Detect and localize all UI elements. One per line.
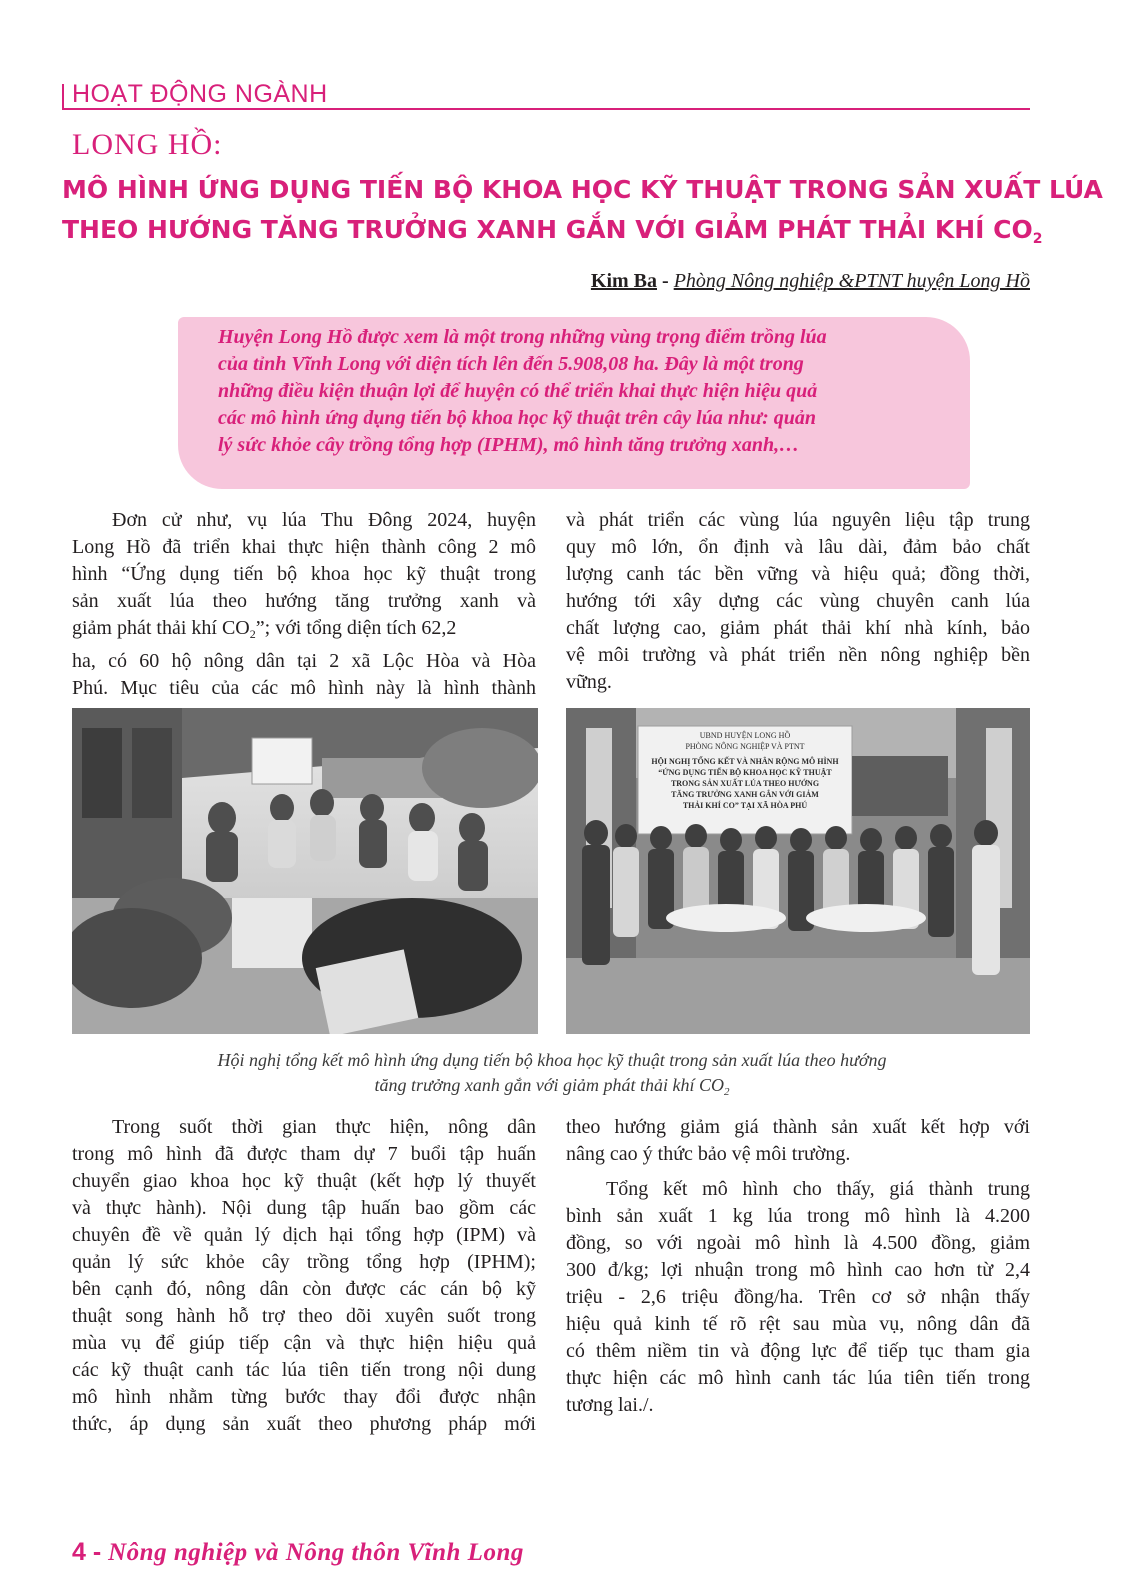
byline-org: Phòng Nông nghiệp &PTNT huyện Long Hồ xyxy=(673,270,1030,292)
sapo-line: những điều kiện thuận lợi để huyện có thể triển khai thực hiện hiệu quả xyxy=(218,380,818,402)
body-line: mô hình nhằm từng bước thay đổi được nhận xyxy=(72,1386,536,1408)
footer-separator: - xyxy=(85,1538,109,1566)
banner-line xyxy=(640,800,850,811)
headline-subscript: 2 xyxy=(1032,231,1043,247)
body-line: Phú. Mục tiêu của các mô hình này là hình thành xyxy=(72,677,536,699)
body-line: chuyển giao khoa học kỹ thuật (kết hợp lý thuyết xyxy=(72,1170,536,1192)
body-line: tương lai./. xyxy=(566,1394,654,1416)
sapo-line: lý sức khỏe cây trồng tổng hợp (IPHM), mô hình tăng trưởng xanh,… xyxy=(218,434,800,456)
body-line: Long Hồ đã triển khai thực hiện thành công 2 mô xyxy=(72,536,536,558)
caption-line-2-text: tăng trưởng xanh gắn với giảm phát thải khí CO xyxy=(374,1075,724,1095)
photo-training-illustration xyxy=(72,708,538,1034)
body-line: chuyên đề về quản lý dịch hại tổng hợp (IPM) và xyxy=(72,1224,536,1246)
body-line xyxy=(72,615,536,648)
body-line: hướng tới xây dựng các vùng chuyên canh lúa xyxy=(566,590,1030,612)
banner-text xyxy=(640,730,850,811)
section-rule xyxy=(62,108,1030,110)
photo-group-conference xyxy=(566,708,1030,1034)
body-line: lượng canh tác bền vững và hiệu quả; đồng thời, xyxy=(566,563,1030,585)
headline-line-2 xyxy=(62,210,1042,259)
headline-line-2-text: THEO HƯỚNG TĂNG TRƯỞNG XANH GẮN VỚI GIẢM PHÁT THẢI KHÍ CO xyxy=(62,215,1033,244)
photo-training-session xyxy=(72,708,538,1034)
byline-separator: - xyxy=(657,270,674,292)
body-line: và phát triển các vùng lúa nguyên liệu tập trung xyxy=(566,509,1030,531)
body-line: trong mô hình đã được tham dự 7 buổi tập huấn xyxy=(72,1143,536,1165)
body-line: Đơn cử như, vụ lúa Thu Đông 2024, huyện xyxy=(112,509,536,531)
body-line: theo hướng giảm giá thành sản xuất kết hợp với xyxy=(566,1116,1030,1138)
body-line: Trong suốt thời gian thực hiện, nông dân xyxy=(112,1116,536,1138)
byline xyxy=(591,270,1030,293)
body-line-part: giảm phát thải khí CO xyxy=(72,617,250,639)
banner-line: “ỨNG DỤNG TIẾN BỘ KHOA HỌC KỸ THUẬT xyxy=(658,768,832,777)
section-label: HOẠT ĐỘNG NGÀNH xyxy=(72,80,328,108)
body-column-top-left xyxy=(72,507,536,702)
sapo-text xyxy=(218,324,942,459)
banner-line-part: ” TẠI XÃ HÒA PHÚ xyxy=(734,801,808,810)
body-line: thuật song hành hỗ trợ theo dõi xuyên suốt trong xyxy=(72,1305,536,1327)
body-line: thức, áp dụng sản xuất theo phương pháp mới xyxy=(72,1413,536,1435)
body-line: bình sản xuất 1 kg lúa trong mô hình là 4.200 xyxy=(566,1205,1030,1227)
body-column-top-right xyxy=(566,507,1030,696)
body-line: ha, có 60 hộ nông dân tại 2 xã Lộc Hòa và Hòa xyxy=(72,650,536,672)
banner-line: UBND HUYỆN LONG HỒ xyxy=(699,731,791,740)
article-kicker: LONG HỒ: xyxy=(72,128,223,161)
sapo-line: các mô hình ứng dụng tiến bộ khoa học kỹ thuật trên cây lúa như: quản xyxy=(218,407,816,429)
body-line-part: ”; với tổng diện tích 62,2 xyxy=(255,617,457,639)
body-line: thực hiện các mô hình canh tác lúa tiên tiến trong xyxy=(566,1367,1030,1389)
section-tick xyxy=(62,84,64,110)
body-line: nâng cao ý thức bảo vệ môi trường. xyxy=(566,1143,851,1165)
page-footer xyxy=(72,1538,524,1567)
body-line: quản lý sức khỏe cây trồng tổng hợp (IPHM); xyxy=(72,1251,536,1273)
banner-line-part: THẢI KHÍ CO xyxy=(682,801,735,810)
page-number: 4 xyxy=(72,1538,86,1566)
sapo-line: của tỉnh Vĩnh Long với diện tích lên đến 5.908,08 ha. Đây là một trong xyxy=(218,353,804,375)
caption-line-2 xyxy=(62,1073,1042,1105)
byline-author: Kim Ba xyxy=(590,270,658,292)
body-line: các kỹ thuật canh tác lúa tiên tiến trong nội dung xyxy=(72,1359,536,1381)
body-line: 300 đ/kg; lợi nhuận trong mô hình cao hơn từ 2,4 xyxy=(566,1259,1030,1281)
banner-line: HỘI NGHỊ TỔNG KẾT VÀ NHÂN RỘNG MÔ HÌNH xyxy=(651,757,839,766)
magazine-name: Nông nghiệp và Nông thôn Vĩnh Long xyxy=(108,1539,524,1566)
body-line: mùa vụ để giúp tiếp cận và thực hiện hiệu quả xyxy=(72,1332,536,1354)
body-line: và thực hành). Nội dung tập huấn bao gồm các xyxy=(72,1197,536,1219)
body-line: đồng, so với ngoài mô hình là 4.500 đồng, giảm xyxy=(566,1232,1030,1254)
body-line: hình “Ứng dụng tiến bộ khoa học kỹ thuật trong xyxy=(72,563,536,585)
caption-line-1: Hội nghị tổng kết mô hình ứng dụng tiến bộ khoa học kỹ thuật trong sản xuất lúa theo hướng xyxy=(217,1050,887,1070)
body-column-bottom-right xyxy=(566,1114,1030,1419)
caption-subscript: 2 xyxy=(724,1086,730,1098)
headline-line-1: MÔ HÌNH ỨNG DỤNG TIẾN BỘ KHOA HỌC KỸ THUẬT TRONG SẢN XUẤT LÚA xyxy=(62,175,1103,204)
body-line: Tổng kết mô hình cho thấy, giá thành trung xyxy=(606,1178,1030,1200)
body-line: quy mô lớn, ổn định và lâu dài, đảm bảo chất xyxy=(566,536,1030,558)
photo-caption xyxy=(62,1048,1042,1105)
body-line: vệ môi trường và phát triển nền nông nghiệp bền xyxy=(566,644,1030,666)
body-line: có thêm niềm tin và động lực để tiếp tục tham gia xyxy=(566,1340,1030,1362)
body-line: vững. xyxy=(566,671,612,693)
body-subscript: 2 xyxy=(249,627,256,641)
body-column-bottom-left xyxy=(72,1114,536,1438)
banner-line: PHÒNG NÔNG NGHIỆP VÀ PTNT xyxy=(685,742,805,751)
body-line: triệu - 2,6 triệu đồng/ha. Trên cơ sở nhận thấy xyxy=(566,1286,1030,1308)
body-line: hiệu quả kinh tế rõ rệt sau mùa vụ, nông dân đã xyxy=(566,1313,1030,1335)
body-line: bên cạnh đó, nông dân còn được các cán bộ kỹ xyxy=(72,1278,536,1300)
banner-line: TĂNG TRƯỞNG XANH GẮN VỚI GIẢM xyxy=(671,790,819,799)
body-line: sản xuất lúa theo hướng tăng trưởng xanh và xyxy=(72,590,536,612)
banner-line: TRONG SẢN XUẤT LÚA THEO HƯỚNG xyxy=(670,779,820,788)
sapo-line: Huyện Long Hồ được xem là một trong những vùng trọng điểm trồng lúa xyxy=(218,326,827,348)
body-line: chất lượng cao, giảm phát thải khí nhà kính, bảo xyxy=(566,617,1030,639)
article-headline xyxy=(62,170,1103,259)
